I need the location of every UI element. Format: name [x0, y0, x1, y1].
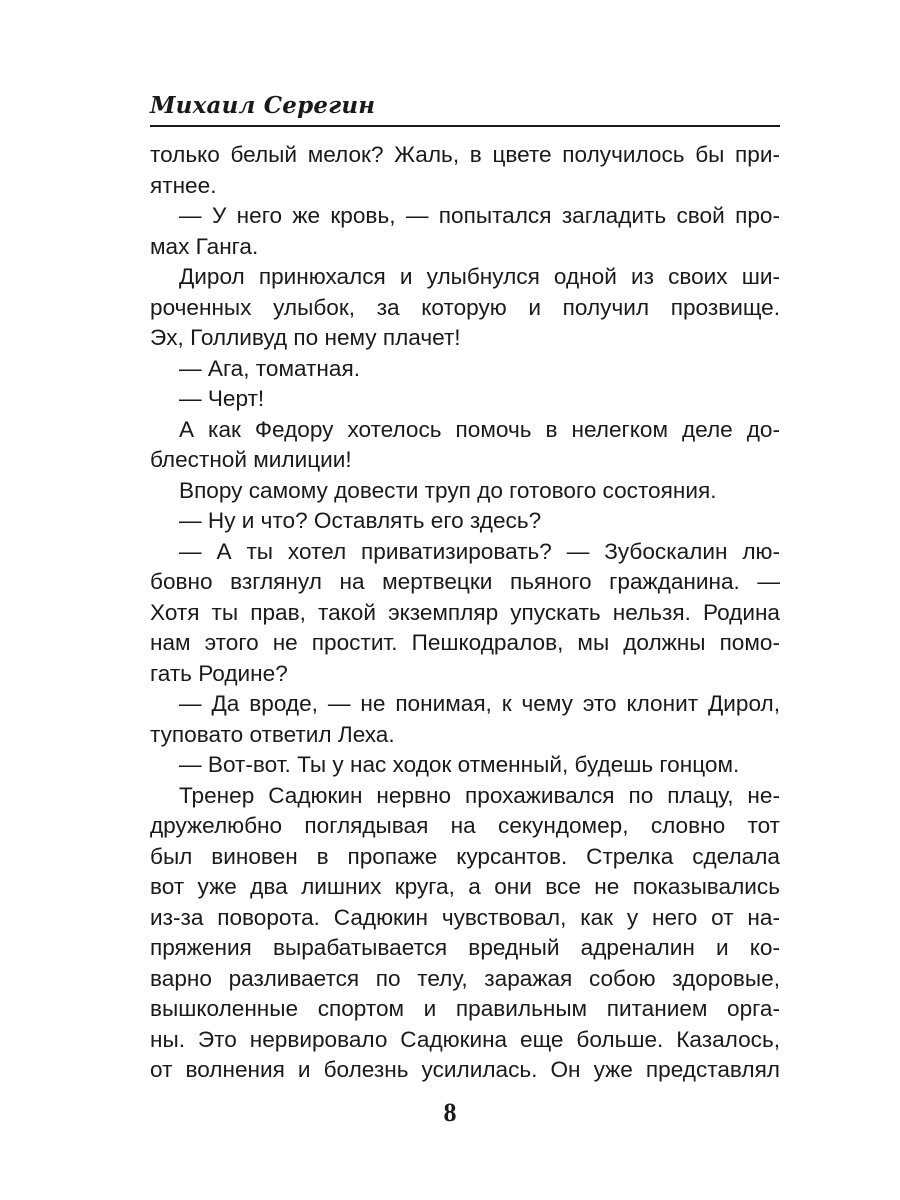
text-line: вот уже два лишних круга, а они все не показывались: [150, 874, 780, 899]
text-line: — Да вроде, — не понимая, к чему это клонит Дирол,: [179, 691, 780, 716]
body-text: [150, 140, 780, 1086]
text-line: ятнее.: [150, 172, 217, 198]
text-line: Тренер Садюкин нервно прохаживался по плацу, не-: [179, 782, 780, 808]
text-line: мах Ганга.: [150, 233, 259, 259]
text-line: — Ага, томатная.: [179, 355, 360, 381]
text-line: только белый мелок? Жаль, в цвете получилось бы при-: [150, 142, 780, 167]
header-rule: [150, 125, 780, 127]
text-line: Хотя ты прав, такой экземпляр упускать нельзя. Родина: [150, 599, 780, 625]
text-line: — Вот-вот. Ты у нас ходок отменный, будешь гонцом.: [179, 752, 740, 777]
text-line: — Черт!: [179, 386, 265, 411]
text-line: — Ну и что? Оставлять его здесь?: [179, 508, 542, 533]
text-line: ны. Это нервировало Садюкина еще больше. Казалось,: [150, 1026, 780, 1052]
text-line: — А ты хотел приватизировать? — Зубоскалин лю-: [179, 538, 780, 564]
running-head-author: Михаил Серегин: [150, 92, 376, 119]
text-line: роченных улыбок, за которую и получил прозвище.: [150, 294, 780, 320]
page-number: 8: [443, 1098, 457, 1127]
text-line: Впору самому довести труп до готового состояния.: [179, 477, 717, 503]
text-line: дружелюбно поглядывая на секундомер, словно тот: [150, 813, 780, 838]
text-line: — У него же кровь, — попытался загладить свой про-: [179, 203, 780, 228]
text-line: варно разливается по телу, заражая собою здоровые,: [150, 965, 780, 991]
text-line: бовно взглянул на мертвецки пьяного гражданина. —: [150, 569, 780, 594]
text-line: вышколенные спортом и правильным питанием орга-: [150, 996, 780, 1021]
text-line: туповато ответил Леха.: [150, 721, 395, 747]
text-line: Дирол принюхался и улыбнулся одной из своих ши-: [179, 264, 780, 289]
text-line: пряжения вырабатывается вредный адреналин и ко-: [150, 935, 780, 960]
text-line: А как Федору хотелось помочь в нелегком деле до-: [179, 416, 780, 442]
text-line: из-за поворота. Садюкин чувствовал, как у него от на-: [150, 904, 780, 930]
text-line: от волнения и болезнь усилилась. Он уже представлял: [150, 1057, 780, 1082]
text-line: Эх, Голливуд по нему плачет!: [150, 325, 461, 350]
text-line: гать Родине?: [150, 660, 288, 686]
text-line: блестной милиции!: [150, 447, 352, 472]
text-line: нам этого не простит. Пешкодралов, мы должны помо-: [150, 630, 780, 655]
text-line: был виновен в пропаже курсантов. Стрелка сделала: [150, 843, 780, 869]
